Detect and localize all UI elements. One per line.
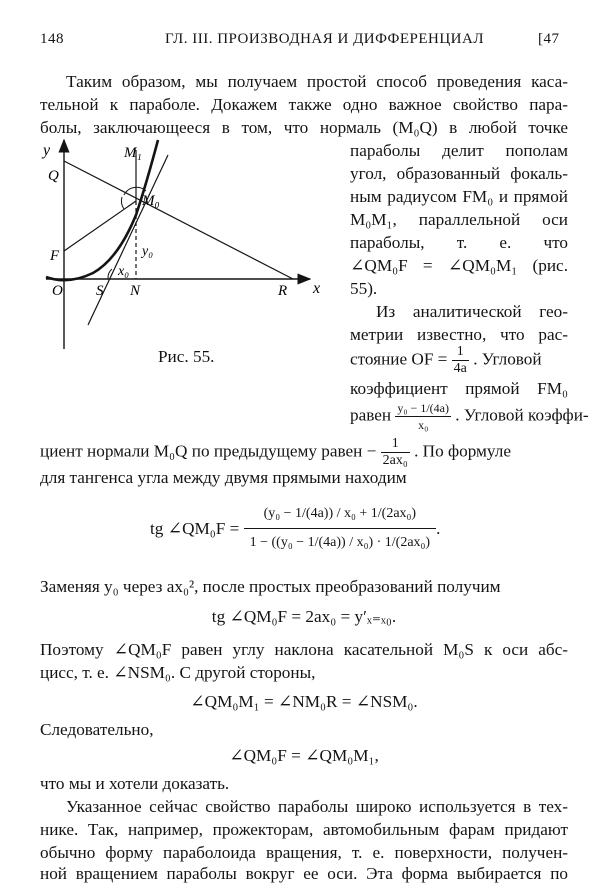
label-x0: x₀: [118, 264, 130, 279]
text-line: цисс, т. е. ∠NSM₀. С другой стороны,: [40, 663, 316, 682]
text-line: Заменяя y₀ через ax₀², после простых преобразований получим: [40, 577, 501, 596]
focal-radius-line: [64, 201, 136, 251]
equation-1: tg ∠QM₀F = $\frac{\text{(y₀ − 1/(4a)) / x₀ + 1/(2ax₀)}}{\text{1 − ((y₀ − 1/(4a)) / x₀) · 1/(2ax₀)}}$ .: [150, 500, 440, 557]
text-line: M₀M₁, параллельной оси: [350, 210, 568, 229]
label-n: N: [130, 283, 141, 299]
text-line: Из аналитической гео-: [376, 302, 568, 321]
equation-lhs: tg ∠QM₀F =: [150, 518, 240, 538]
label-f: F: [50, 248, 60, 264]
fraction-denominator: 4a: [453, 361, 467, 376]
text-fragment: . По формуле: [414, 441, 511, 461]
fraction: [395, 400, 451, 433]
fraction-denominator: 2ax₀: [382, 453, 408, 468]
label-s: S: [96, 283, 104, 299]
fraction-numerator: (y₀ − 1/(4a)) / x₀ + 1/(2ax₀): [244, 500, 437, 529]
equation-2: tg ∠QM₀F = 2ax₀ = y′ₓ₌ₓ₀.: [211, 607, 397, 626]
figure-55: [38, 135, 338, 350]
chapter-title: ГЛ. III. ПРОИЗВОДНАЯ И ДИФФЕРЕНЦИАЛ: [165, 31, 485, 47]
normal-line: [64, 161, 293, 279]
label-r: R: [278, 283, 288, 299]
text-line: для тангенса угла между двумя прямыми находим: [40, 468, 407, 487]
text-line: угол, образованный фокаль-: [350, 164, 568, 183]
section-number: [47: [538, 31, 560, 47]
fraction-denominator: 1 − ((y₀ − 1/(4a)) / x₀) · 1/(2ax₀): [249, 535, 431, 550]
text-line: Следовательно,: [40, 720, 154, 739]
text-fragment: равен: [350, 405, 392, 425]
text-line: Указанное сейчас свойство параболы широко используется в тех-: [66, 797, 568, 816]
text-line: [350, 400, 589, 433]
label-m0: M₀: [142, 193, 160, 209]
fraction-numerator: 1: [381, 436, 410, 453]
text-line: болы, заключающееся в том, что нормаль (M₀Q) в любой точке: [40, 118, 568, 137]
fraction: [381, 436, 410, 469]
parabola-curve: [46, 140, 158, 280]
text-fragment: . Угловой коэффи-: [455, 405, 589, 425]
text-fragment: стояние OF =: [350, 349, 448, 369]
equation-3: ∠QM₀M₁ = ∠NM₀R = ∠NSM₀.: [190, 692, 418, 711]
text-line: [40, 436, 568, 469]
text-fragment: . Угловой: [473, 349, 542, 369]
text-line: ным радиусом FM₀ и прямой: [350, 187, 568, 206]
figure-caption: Рис. 55.: [158, 347, 215, 366]
text-line: параболы, т. е. что: [350, 233, 568, 252]
text-line: Таким образом, мы получаем простой способ проведения каса-: [66, 72, 568, 91]
text-line: нике. Так, например, прожекторам, автомобильным фарам придают: [40, 820, 568, 839]
text-line: ∠QM₀F = ∠QM₀M₁ (рис.: [350, 256, 568, 275]
fraction-numerator: y₀ − 1/(4a): [397, 401, 449, 415]
text-line: ной вращением параболы вокруг ее оси. Эта форма выбирается по: [40, 864, 568, 883]
text-line: 55).: [350, 279, 378, 298]
equation-4: ∠QM₀F = ∠QM₀M₁,: [229, 746, 379, 765]
text-line: что мы и хотели доказать.: [40, 774, 230, 793]
text-line: метрии известно, что рас-: [350, 325, 568, 344]
fraction-numerator: 1: [452, 344, 469, 361]
text-line: коэффициент прямой FM₀: [350, 379, 568, 398]
label-y: y: [43, 142, 51, 159]
label-q: Q: [48, 168, 59, 184]
fraction-denominator: x₀: [418, 418, 429, 432]
label-x: x: [313, 280, 321, 297]
text-line: параболы делит пополам: [350, 141, 568, 160]
text-line: тельной к параболе. Докажем также одно важное свойство пара-: [40, 95, 568, 114]
label-o: O: [52, 283, 63, 299]
text-line: обычно форму параболоида вращения, т. е. поверхности, получен-: [40, 843, 568, 862]
text-fragment: циент нормали M₀Q по предыдущему равен −: [40, 441, 377, 461]
label-m1: M₁: [124, 145, 142, 161]
angle-arc: [121, 197, 124, 209]
page-number: 148: [40, 31, 64, 47]
fraction: [452, 344, 469, 377]
label-y0: y₀: [142, 244, 154, 259]
fraction: [244, 500, 437, 557]
text-line: [350, 344, 568, 377]
tangent-line: [88, 155, 168, 325]
text-line: Поэтому ∠QM₀F равен углу наклона касательной M₀S к оси абс-: [40, 640, 568, 659]
